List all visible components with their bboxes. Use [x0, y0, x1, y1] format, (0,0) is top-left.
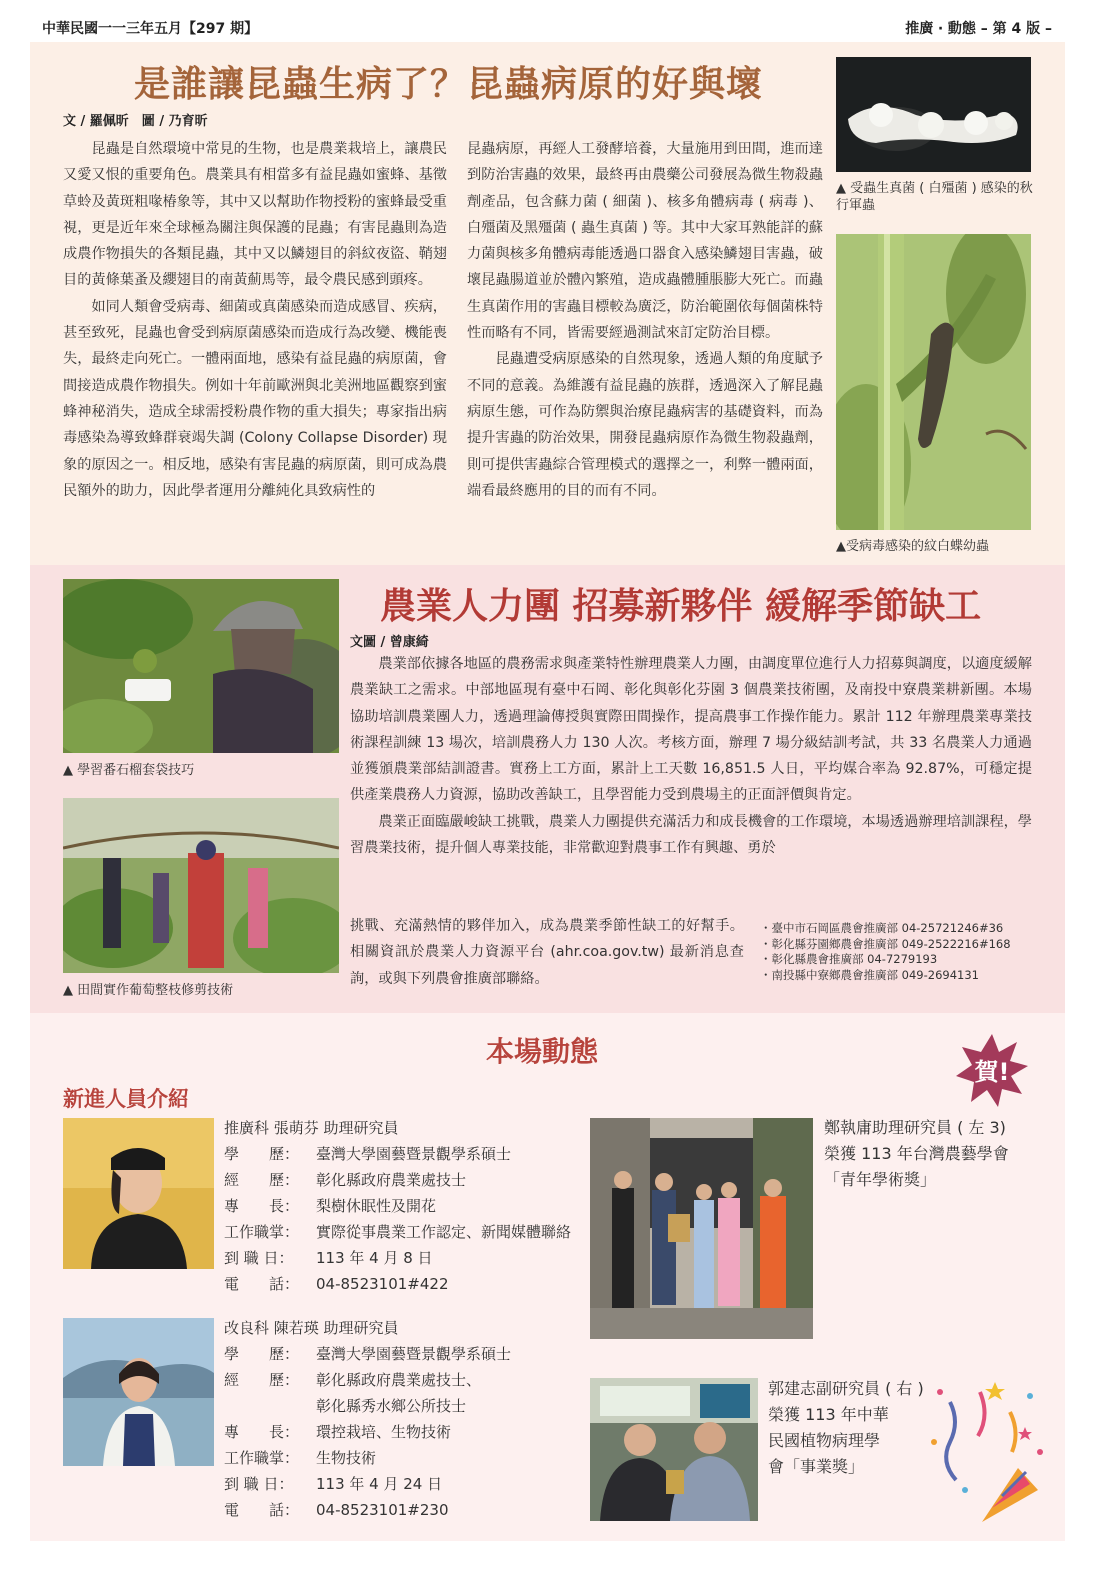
paragraph: 昆蟲遭受病原感染的自然現象，透過人類的角度賦予不同的意義。為維護有益昆蟲的族群，透過深入了解昆蟲病原生態，可作為防禦與治療昆蟲病害的基礎資料，而為提升害蟲的防治效果，開發昆蟲病原作為微生物殺蟲劑，則可提供害蟲綜合管理模式的選擇之一，利弊一體兩面，端看最終應用的目的而有不同。: [467, 351, 823, 499]
paragraph: 昆蟲病原，再經人工發酵培養，大量施用到田間，進而達到防治害蟲的效果，最終再由農藥公司發展為微生物殺蟲劑產品，包含蘇力菌 ( 細菌 )、核多角體病毒 ( 病毒 )、白殭菌及黑殭菌 ( 蟲生真菌 ) 等。其中大家耳熟能詳的蘇力菌與核多角體病毒能透過口器食入感染鱗翅目害蟲，破壞昆蟲腸道並於體內繁殖，造成蟲體腫脹膨大死亡。而蟲生真菌作用的害蟲目標較為廣泛，防治範圍依每個菌株特性而略有不同，皆需要經過測試來訂定防治目標。: [467, 141, 823, 342]
paragraph: 如同人類會受病毒、細菌或真菌感染而造成感冒、疾病，甚至致死，昆蟲也會受到病原菌感染而造成行為改變、機能喪失，最終走向死亡。一體兩面地，感染有益昆蟲的病原菌，會間接造成農作物損失。例如十年前歐洲與北美洲地區觀察到蜜蜂神秘消失，造成全球需授粉農作物的重大損失；專家指出病毒感染為導致蜂群衰竭失調 (Colony Collapse Disorder) 現象的原因之一。相反地，感染有害昆蟲的病原菌，則可成為農民額外的助力，因此學者運用分離純化具致病性的: [63, 298, 447, 499]
guava-bagging-photo: [63, 579, 339, 753]
staff-2-profile: [224, 1315, 511, 1523]
article2-title: 農業人力團 招募新夥伴 緩解季節缺工: [380, 586, 982, 627]
field-label: 工作職掌：: [224, 1223, 300, 1241]
article2-body: [350, 651, 1032, 861]
field-value: 梨樹休眠性及開花: [316, 1197, 437, 1215]
profile-row: [224, 1341, 511, 1367]
profile-row: [224, 1393, 511, 1419]
article2-body-end: [350, 913, 744, 992]
field-value: 臺灣大學園藝暨景觀學系碩士: [316, 1145, 512, 1163]
virus-larva-photo: [836, 234, 1031, 530]
contact-item: ・ 彰化縣芬園鄉農會推廣部 049-2522216#168: [760, 937, 1060, 953]
profile-row: [224, 1167, 571, 1193]
fungus-caterpillar-caption: ▲ 受蟲生真菌 ( 白殭菌 ) 感染的秋行軍蟲: [836, 181, 1033, 213]
contact-item: ・ 南投縣中寮鄉農會推廣部 049-2694131: [760, 968, 1060, 984]
profile-row: [224, 1367, 511, 1393]
staff-2-photo: [63, 1318, 214, 1466]
award-1-text: [824, 1115, 1009, 1193]
paragraph: 農業部依據各地區的農務需求與產業特性辦理農業人力團，由調度單位進行人力招募與調度，以適度緩解農業缺工之需求。中部地區現有臺中石岡、彰化與彰化芬園 3 個農業技術團，及南投中寮農業耕新團。本場協助培訓農業團人力，透過理論傳授與實際田間操作，提高農事工作操作能力。累計 112 年辦理農業專業技術課程訓練 13 場次，培訓農務人力 130 人次。考核方面，辦理 7 場分級結訓考試，共 33 名農業人力通過並獲頒農業部結訓證書。實務上工方面，累計上工天數 16,851.5 人日，平均媒合率為 92.87%，可穩定提供產業農務人力資源，協助改善缺工，且學習能力受到農場主的正面評價與肯定。: [350, 656, 1032, 804]
farmers-association-contacts: [760, 921, 1060, 983]
profile-row: [224, 1193, 571, 1219]
article2-byline: 文圖 / 曾康綺: [350, 635, 429, 650]
field-label: 專 長：: [224, 1197, 300, 1215]
field-value: 04-8523101#422: [316, 1275, 449, 1293]
award-line: 榮獲 113 年台灣農藝學會: [824, 1144, 1009, 1163]
new-staff-subhead: 新進人員介紹: [63, 1087, 189, 1111]
article1-column-2: [467, 136, 823, 504]
award-line: 民國植物病理學: [768, 1431, 881, 1450]
award-line: 郭建志副研究員 ( 右 ): [768, 1379, 924, 1398]
field-label: 到 職 日：: [224, 1475, 294, 1493]
field-label: 工作職掌：: [224, 1449, 300, 1467]
field-label: 到 職 日：: [224, 1249, 294, 1267]
award-line: 「青年學術獎」: [824, 1170, 937, 1189]
profile-row: [224, 1445, 511, 1471]
profile-row: [224, 1419, 511, 1445]
award-line: 鄭執庸助理研究員 ( 左 3): [824, 1118, 1006, 1137]
grape-pruning-photo: [63, 798, 339, 973]
article1-column-1: [63, 136, 447, 504]
award-line: 榮獲 113 年中華: [768, 1405, 889, 1424]
article1-title: 是誰讓昆蟲生病了？昆蟲病原的好與壞: [134, 64, 764, 105]
staff-1-name: 推廣科 張萌芬 助理研究員: [224, 1119, 399, 1137]
field-value: 彰化縣秀水鄉公所技士: [316, 1397, 467, 1415]
staff-2-name: 改良科 陳若瑛 助理研究員: [224, 1319, 399, 1337]
article1-byline: 文 / 羅佩昕 圖 / 乃育昕: [63, 114, 208, 129]
field-label: 電 話：: [224, 1275, 300, 1293]
field-label: 經 歷：: [224, 1371, 300, 1389]
field-value: 環控栽培、生物技術: [316, 1423, 452, 1441]
virus-larva-caption: ▲受病毒感染的紋白蝶幼蟲: [836, 539, 989, 554]
profile-row: [224, 1271, 571, 1297]
contact-item: ・ 臺中市石岡區農會推廣部 04-25721246#36: [760, 921, 1060, 937]
congrats-badge-text: 賀!: [974, 1058, 1010, 1086]
guava-bagging-caption: ▲ 學習番石榴套袋技巧: [63, 763, 195, 778]
award-2-text: [768, 1376, 924, 1480]
profile-row: [224, 1245, 571, 1271]
field-value: 113 年 4 月 24 日: [316, 1475, 443, 1493]
staff-1-photo: [63, 1118, 214, 1269]
paragraph: 挑戰、充滿熱情的夥伴加入，成為農業季節性缺工的好幫手。相關資訊於農業人力資源平台 (ahr.coa.gov.tw) 最新消息查詢，或與下列農會推廣部聯絡。: [350, 918, 744, 987]
field-label: 電 話：: [224, 1501, 300, 1519]
field-value: 臺灣大學園藝暨景觀學系碩士: [316, 1345, 512, 1363]
profile-row: [224, 1497, 511, 1523]
paragraph: 農業正面臨嚴峻缺工挑戰，農業人力團提供充滿活力和成長機會的工作環境，本場透過辦理培訓課程，學習農業技術，提升個人專業技能，非常歡迎對農事工作有興趣、勇於: [350, 813, 1032, 857]
field-label: [224, 1393, 316, 1419]
field-label: 經 歷：: [224, 1171, 300, 1189]
field-label: 學 歷：: [224, 1345, 300, 1363]
field-label: 專 長：: [224, 1423, 300, 1441]
field-label: 學 歷：: [224, 1145, 300, 1163]
fungus-caterpillar-photo: [836, 57, 1031, 172]
profile-row: [224, 1219, 571, 1245]
field-value: 113 年 4 月 8 日: [316, 1249, 433, 1267]
congrats-burst-icon: [954, 1032, 1030, 1108]
paragraph: 昆蟲是自然環境中常見的生物，也是農業栽培上，讓農民又愛又恨的重要角色。農業具有相當多有益昆蟲如蜜蜂、基徵草蛉及黃斑粗喙椿象等，其中又以幫助作物授粉的蜜蜂最受重視，更是近年來全球極為關注與保護的昆蟲；有害昆蟲則為造成農作物損失的各類昆蟲，其中又以鱗翅目的斜紋夜盜、鞘翅目的黃條葉蚤及纓翅目的南黃薊馬等，最令農民感到頭疼。: [63, 141, 447, 289]
award-line: 會「事業獎」: [768, 1457, 865, 1476]
field-value: 04-8523101#230: [316, 1501, 449, 1519]
award-ceremony-photo: [590, 1378, 758, 1521]
news-title: 本場動態: [486, 1035, 599, 1068]
profile-row: [224, 1141, 571, 1167]
profile-row: [224, 1471, 511, 1497]
issue-header: 中華民國一一三年五月【297 期】: [42, 21, 259, 37]
section-header: 推廣 ‧ 動態 – 第 4 版 –: [905, 21, 1052, 37]
award-group-photo: [590, 1118, 813, 1339]
grape-pruning-caption: ▲ 田間實作葡萄整枝修剪技術: [63, 983, 234, 998]
confetti-popper-icon: [920, 1372, 1055, 1532]
staff-1-profile: [224, 1115, 571, 1297]
field-value: 生物技術: [316, 1449, 377, 1467]
field-value: 彰化縣政府農業處技士、: [316, 1371, 482, 1389]
field-value: 彰化縣政府農業處技士: [316, 1171, 467, 1189]
contact-item: ・ 彰化縣農會推廣部 04-7279193: [760, 952, 1060, 968]
field-value: 實際從事農業工作認定、新聞媒體聯絡: [316, 1223, 572, 1241]
